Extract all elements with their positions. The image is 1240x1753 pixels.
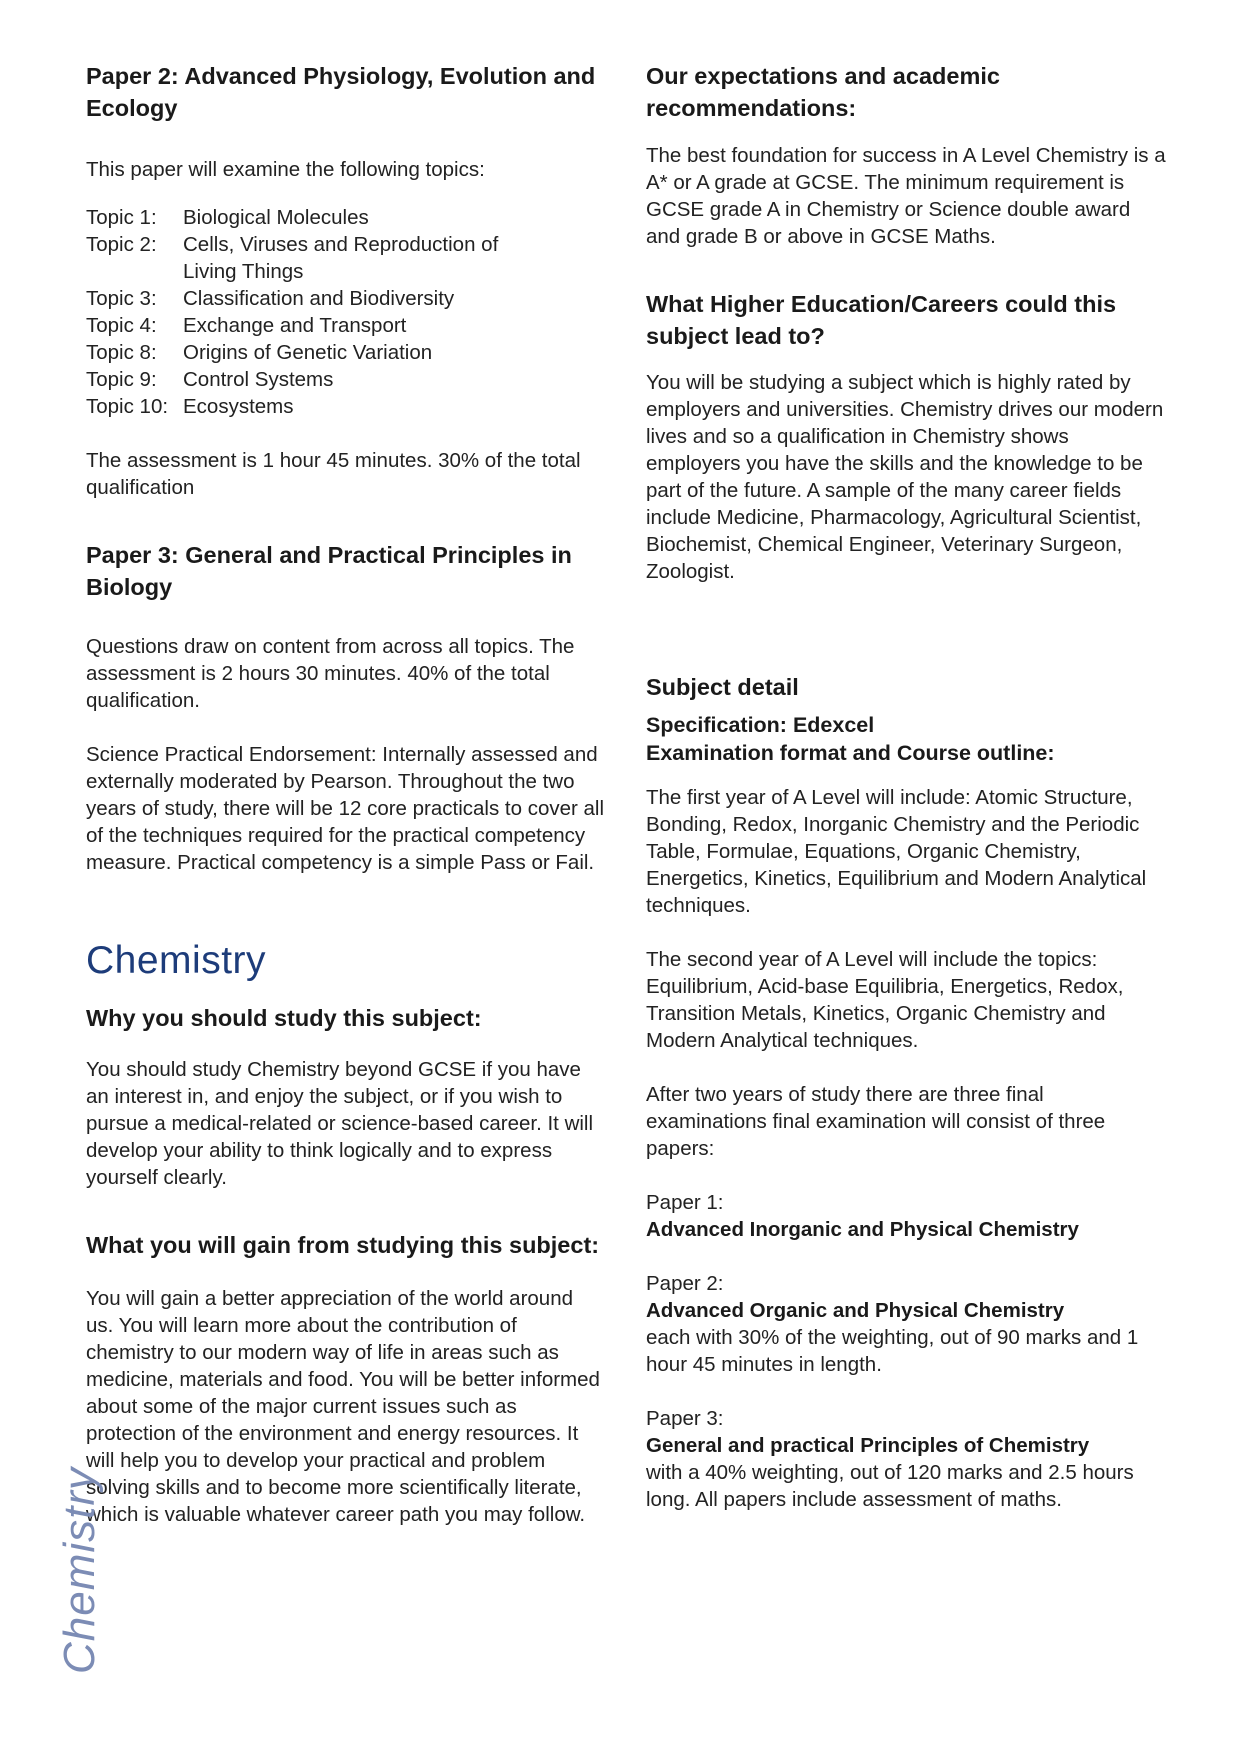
topic-name: Ecosystems [183, 395, 294, 418]
topic-number: Topic 4: [86, 314, 157, 337]
paper-block [646, 1189, 1166, 1243]
paper-block [646, 1405, 1166, 1513]
paper-block [646, 1270, 1166, 1378]
paper3-heading: Paper 3: General and Practical Principles in Biology [86, 542, 572, 600]
topic-item [86, 366, 606, 393]
topic-number: Topic 8: [86, 341, 157, 364]
section-title-chemistry: Chemistry [86, 939, 267, 982]
why-study-text: You should study Chemistry beyond GCSE if you have an interest in, and enjoy the subject, or if you wish to pursue a medical-related or science-based career. It will develop your ability to think logically and to express yourself clearly. [86, 1058, 594, 1189]
topic-item [86, 339, 606, 366]
topic-name: Biological Molecules [183, 206, 369, 229]
topic-list [86, 204, 606, 420]
paper-name: General and practical Principles of Chemistry [646, 1434, 1090, 1457]
side-label-chemistry: Chemistry [55, 1466, 104, 1674]
year-one-text: The first year of A Level will include: Atomic Structure, Bonding, Redox, Inorganic Chemistry and the Periodic Table, Formulae, Equations, Organic Chemistry, Energetics, Kinetics, Equilibrium and Modern Analytical techniques. [646, 786, 1147, 917]
expectations-heading: Our expectations and academic recommendations: [646, 63, 1000, 121]
paper-label: Paper 3: [646, 1407, 724, 1430]
paper-detail: with a 40% weighting, out of 120 marks and 2.5 hours long. All papers include assessment of maths. [646, 1461, 1134, 1511]
gain-heading: What you will gain from studying this subject: [86, 1232, 600, 1258]
paper2-intro: This paper will examine the following topics: [86, 158, 485, 181]
topic-name: Classification and Biodiversity [183, 287, 455, 310]
topic-item [86, 285, 606, 312]
topic-item [86, 204, 606, 231]
left-column [86, 60, 606, 1528]
careers-text: You will be studying a subject which is highly rated by employers and universities. Chemistry drives our modern lives and so a qualification in Chemistry shows employers you have the skills and the knowledge to be part of the future. A sample of the many career fields include Medicine, Pharmacology, Agricultural Scientist, Biochemist, Chemical Engineer, Veterinary Surgeon, Zoologist. [646, 371, 1164, 583]
topic-name: Control Systems [183, 368, 334, 391]
right-column [646, 60, 1166, 1513]
paper-name: Advanced Inorganic and Physical Chemistry [646, 1218, 1079, 1241]
paper2-heading: Paper 2: Advanced Physiology, Evolution and Ecology [86, 63, 596, 121]
topic-number: Topic 3: [86, 287, 157, 310]
topic-name: Exchange and Transport [183, 314, 407, 337]
topic-number: Topic 9: [86, 368, 157, 391]
topic-item [86, 393, 606, 420]
why-study-heading: Why you should study this subject: [86, 1005, 482, 1031]
topic-item [86, 312, 606, 339]
practical-endorsement: Science Practical Endorsement: Internally assessed and externally moderated by Pearson. Throughout the two years of study, there will be 12 core practicals to cover all of the techniques required for the practical competency measure. Practical competency is a simple Pass or Fail. [86, 743, 605, 874]
format-heading: Examination format and Course outline: [646, 741, 1055, 765]
topic-item [86, 231, 606, 285]
subject-detail-heading: Subject detail [646, 674, 799, 700]
final-exams-text: After two years of study there are three final examinations final examination will consist of three papers: [646, 1083, 1106, 1160]
topic-name: Origins of Genetic Variation [183, 341, 433, 364]
careers-heading: What Higher Education/Careers could this subject lead to? [646, 291, 1117, 349]
expectations-text: The best foundation for success in A Level Chemistry is a A* or A grade at GCSE. The minimum requirement is GCSE grade A in Chemistry or Science double award and grade B or above in GCSE Maths. [646, 144, 1166, 248]
topic-number: Topic 10: [86, 395, 169, 418]
paper2-assessment: The assessment is 1 hour 45 minutes. 30% of the total qualification [86, 449, 581, 499]
paper3-assessment: Questions draw on content from across all topics. The assessment is 2 hours 30 minutes. 40% of the total qualification. [86, 635, 575, 712]
paper-detail: each with 30% of the weighting, out of 90 marks and 1 hour 45 minutes in length. [646, 1326, 1139, 1376]
topic-name: Cells, Viruses and Reproduction of Living Things [183, 233, 499, 283]
specification: Specification: Edexcel [646, 713, 875, 737]
topic-number: Topic 1: [86, 206, 157, 229]
year-two-text: The second year of A Level will include the topics: Equilibrium, Acid-base Equilibria, Energetics, Redox, Transition Metals, Kinetics, Organic Chemistry and Modern Analytical techniques. [646, 948, 1124, 1052]
paper-label: Paper 2: [646, 1272, 724, 1295]
paper-name: Advanced Organic and Physical Chemistry [646, 1299, 1065, 1322]
topic-number: Topic 2: [86, 233, 157, 256]
gain-text: You will gain a better appreciation of the world around us. You will learn more about the contribution of chemistry to our modern way of life in areas such as medicine, materials and food. You will be better informed about some of the major current issues such as protection of the environment and energy resources. It will help you to develop your practical and problem solving skills and to become more scientifically literate, which is valuable whatever career path you may follow. [86, 1287, 600, 1526]
paper-label: Paper 1: [646, 1191, 724, 1214]
